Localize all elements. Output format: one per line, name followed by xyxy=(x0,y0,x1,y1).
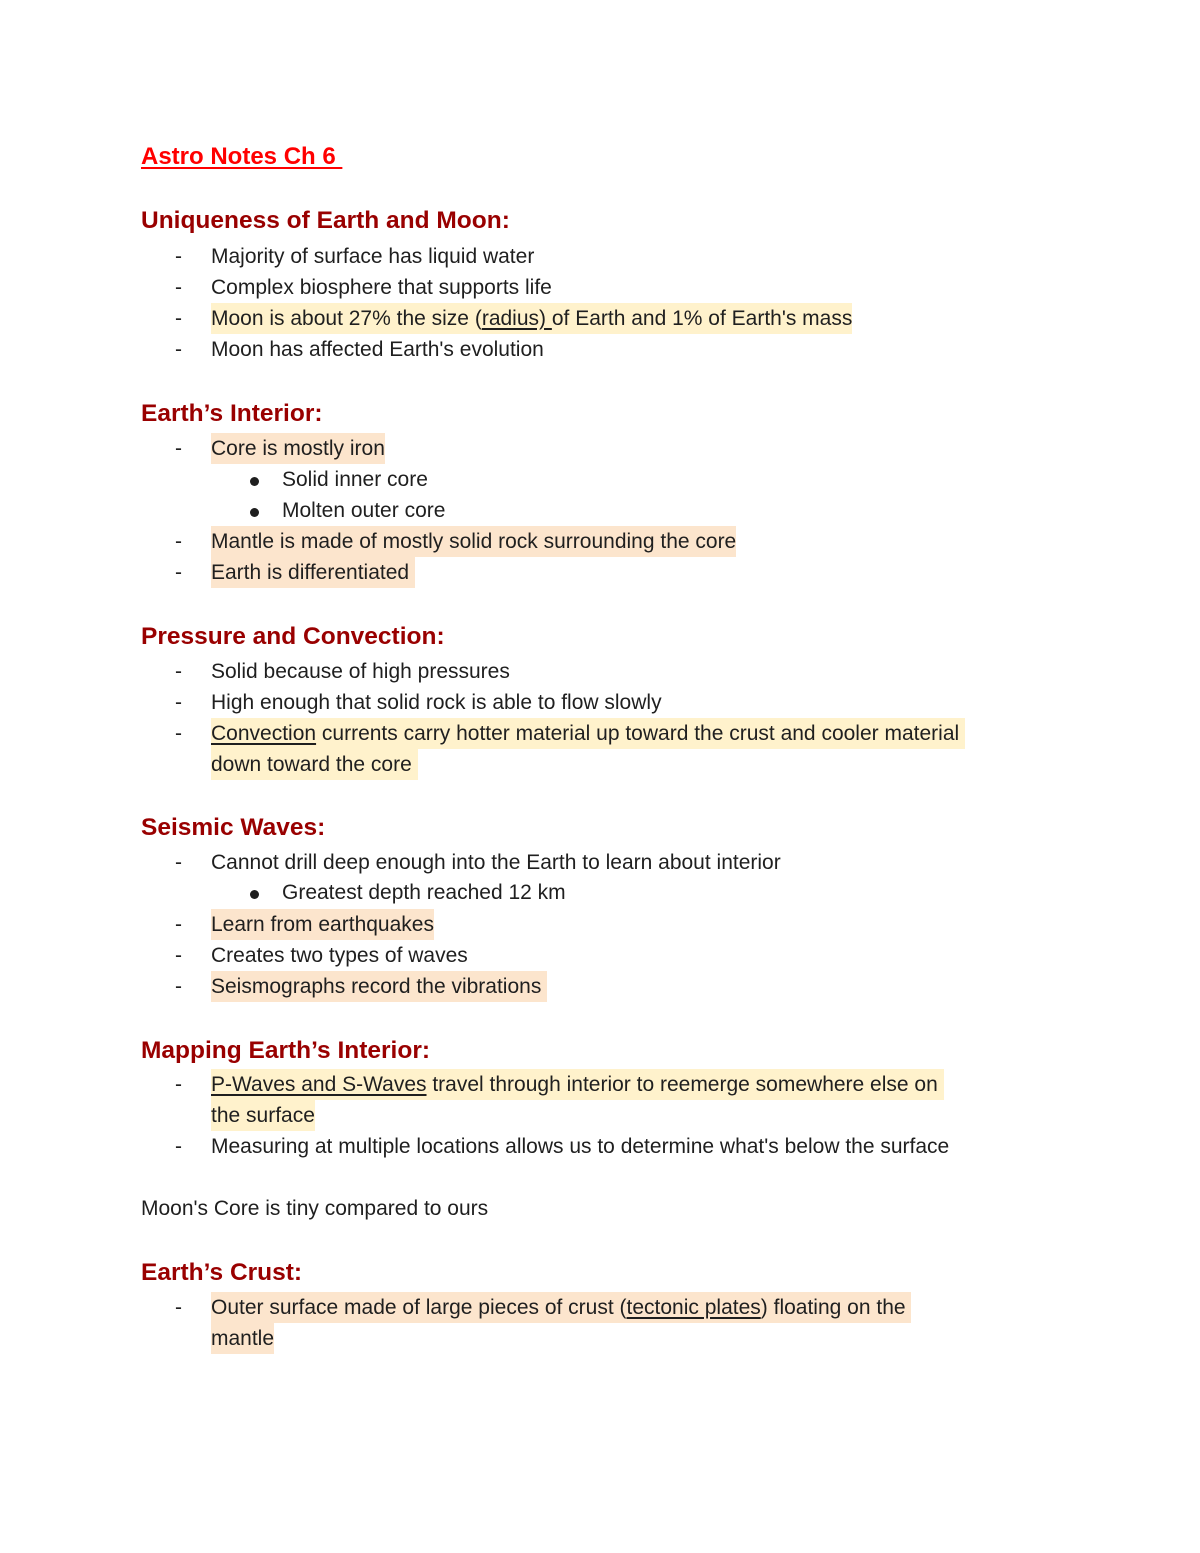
highlighted-text: Core is mostly iron xyxy=(211,433,385,464)
list-item-text: Solid inner core xyxy=(282,468,428,491)
dash-bullet: - xyxy=(175,691,182,714)
highlighted-text: Mantle is made of mostly solid rock surrounding the core xyxy=(211,526,736,557)
dash-bullet: - xyxy=(175,561,182,584)
text-segment: of Earth and 1% of Earth's mass xyxy=(551,307,853,330)
list-item-text: Measuring at multiple locations allows us to determine what's below the surface xyxy=(211,1135,950,1158)
text-segment: ) floating on the xyxy=(760,1296,912,1319)
heading-crust: Earth’s Crust: xyxy=(141,1259,303,1286)
highlighted-text xyxy=(211,1292,911,1323)
highlighted-text xyxy=(211,718,965,749)
dash-bullet: - xyxy=(175,276,182,299)
dash-bullet: - xyxy=(175,338,182,361)
highlighted-text: Learn from earthquakes xyxy=(211,909,434,940)
underlined-term: P-Waves and S-Waves xyxy=(211,1073,427,1096)
dash-bullet: - xyxy=(175,245,182,268)
highlighted-text: down toward the core xyxy=(211,749,418,780)
text-segment: travel through interior to reemerge somewhere else on xyxy=(426,1073,944,1096)
highlighted-text: Earth is differentiated xyxy=(211,557,415,588)
bullet-dot xyxy=(250,477,259,486)
heading-seismic: Seismic Waves: xyxy=(141,814,326,841)
highlighted-text xyxy=(211,303,852,334)
text-segment: currents carry hotter material up toward the crust and cooler material xyxy=(316,722,966,745)
dash-bullet: - xyxy=(175,975,182,998)
highlighted-text: the surface xyxy=(211,1100,315,1131)
heading-pressure: Pressure and Convection: xyxy=(141,623,445,650)
dash-bullet: - xyxy=(175,530,182,553)
highlighted-text xyxy=(211,1069,944,1100)
list-item-text: Complex biosphere that supports life xyxy=(211,276,552,299)
heading-mapping: Mapping Earth’s Interior: xyxy=(141,1037,431,1064)
dash-bullet: - xyxy=(175,660,182,683)
dash-bullet: - xyxy=(175,1296,182,1319)
list-item-text: Cannot drill deep enough into the Earth to learn about interior xyxy=(211,851,781,874)
dash-bullet: - xyxy=(175,851,182,874)
list-item-text: Creates two types of waves xyxy=(211,944,468,967)
dash-bullet: - xyxy=(175,722,182,745)
dash-bullet: - xyxy=(175,437,182,460)
dash-bullet: - xyxy=(175,1073,182,1096)
dash-bullet: - xyxy=(175,307,182,330)
list-item-text: Majority of surface has liquid water xyxy=(211,245,535,268)
dash-bullet: - xyxy=(175,1135,182,1158)
list-item-text: Moon has affected Earth's evolution xyxy=(211,338,544,361)
highlighted-text: Seismographs record the vibrations xyxy=(211,971,547,1002)
highlighted-text: mantle xyxy=(211,1323,274,1354)
underlined-term: tectonic plates xyxy=(626,1296,761,1319)
underlined-term: Convection xyxy=(211,722,317,745)
text-segment: Moon is about 27% the size ( xyxy=(211,307,482,330)
list-item-text: Molten outer core xyxy=(282,499,446,522)
text-segment: Outer surface made of large pieces of crust ( xyxy=(211,1296,627,1319)
heading-uniqueness: Uniqueness of Earth and Moon: xyxy=(141,207,510,234)
document-title: Astro Notes Ch 6 xyxy=(141,143,343,170)
list-item-text: Solid because of high pressures xyxy=(211,660,510,683)
underlined-term: radius) xyxy=(481,307,552,330)
dash-bullet: - xyxy=(175,944,182,967)
list-item-text: Greatest depth reached 12 km xyxy=(282,881,566,904)
bullet-dot xyxy=(250,508,259,517)
bullet-dot xyxy=(250,890,259,899)
note-text: Moon's Core is tiny compared to ours xyxy=(141,1197,489,1220)
list-item-text: High enough that solid rock is able to flow slowly xyxy=(211,691,662,714)
heading-interior: Earth’s Interior: xyxy=(141,400,323,427)
dash-bullet: - xyxy=(175,913,182,936)
